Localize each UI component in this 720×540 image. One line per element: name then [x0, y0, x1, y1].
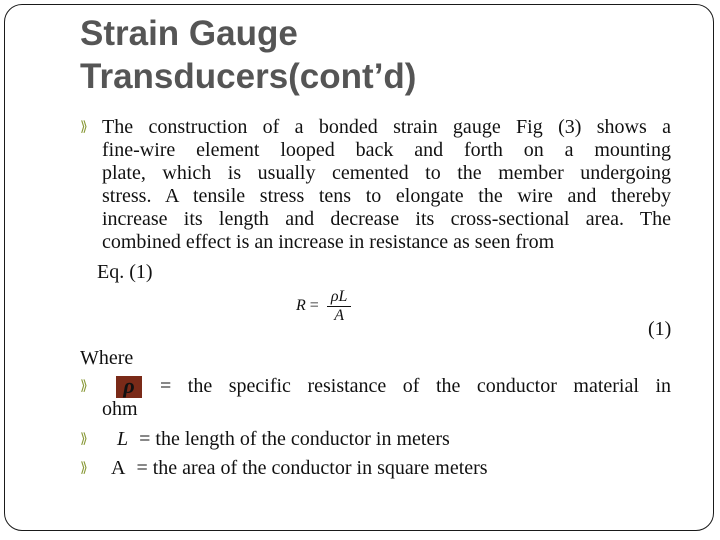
title-line-1: Strain Gauge	[80, 14, 298, 53]
length-definition-text: = the length of the conductor in meters	[139, 428, 450, 450]
rho-symbol: ρ	[116, 376, 142, 398]
intro-paragraph	[80, 116, 671, 254]
slide-title	[80, 12, 416, 98]
definition-rho	[80, 372, 671, 421]
paragraph-line-text: The construction of a bonded strain gauge Fig (3) shows a	[102, 116, 671, 138]
swoosh-bullet-icon: ⟫	[80, 432, 88, 447]
rho-definition-text: = the specific resistance of the conductor material in	[160, 375, 671, 397]
paragraph-line: fine-wire element looped back and forth on a mounting	[102, 139, 671, 161]
equation-number: (1)	[648, 318, 672, 340]
area-symbol: A	[111, 457, 126, 479]
swoosh-bullet-icon: ⟫	[80, 120, 88, 135]
formula-equals: =	[309, 297, 319, 315]
formula-numerator: ρL	[327, 288, 352, 307]
formula-fraction	[327, 288, 352, 325]
equation-reference: Eq. (1)	[97, 261, 153, 283]
length-symbol: L	[117, 428, 129, 450]
swoosh-bullet-icon: ⟫	[80, 378, 88, 394]
paragraph-line: plate, which is usually cemented to the member undergoing	[102, 162, 671, 184]
rho-definition-continuation: ohm	[102, 398, 138, 420]
formula-denominator: A	[334, 307, 344, 324]
where-label: Where	[80, 347, 134, 369]
definition-area	[80, 457, 488, 480]
paragraph-line: combined effect is an increase in resistance as seen from	[102, 231, 555, 253]
area-definition-text: = the area of the conductor in square meters	[136, 457, 488, 479]
title-line-2: Transducers(cont’d)	[80, 57, 417, 96]
paragraph-line: stress. A tensile stress tens to elongate the wire and thereby	[102, 185, 671, 207]
definition-length	[80, 428, 450, 451]
formula-lhs: R	[296, 297, 306, 315]
paragraph-line: increase its length and decrease its cross-sectional area. The	[102, 208, 671, 230]
paragraph-line	[80, 116, 671, 139]
resistance-formula	[296, 288, 351, 325]
swoosh-bullet-icon: ⟫	[80, 461, 88, 476]
